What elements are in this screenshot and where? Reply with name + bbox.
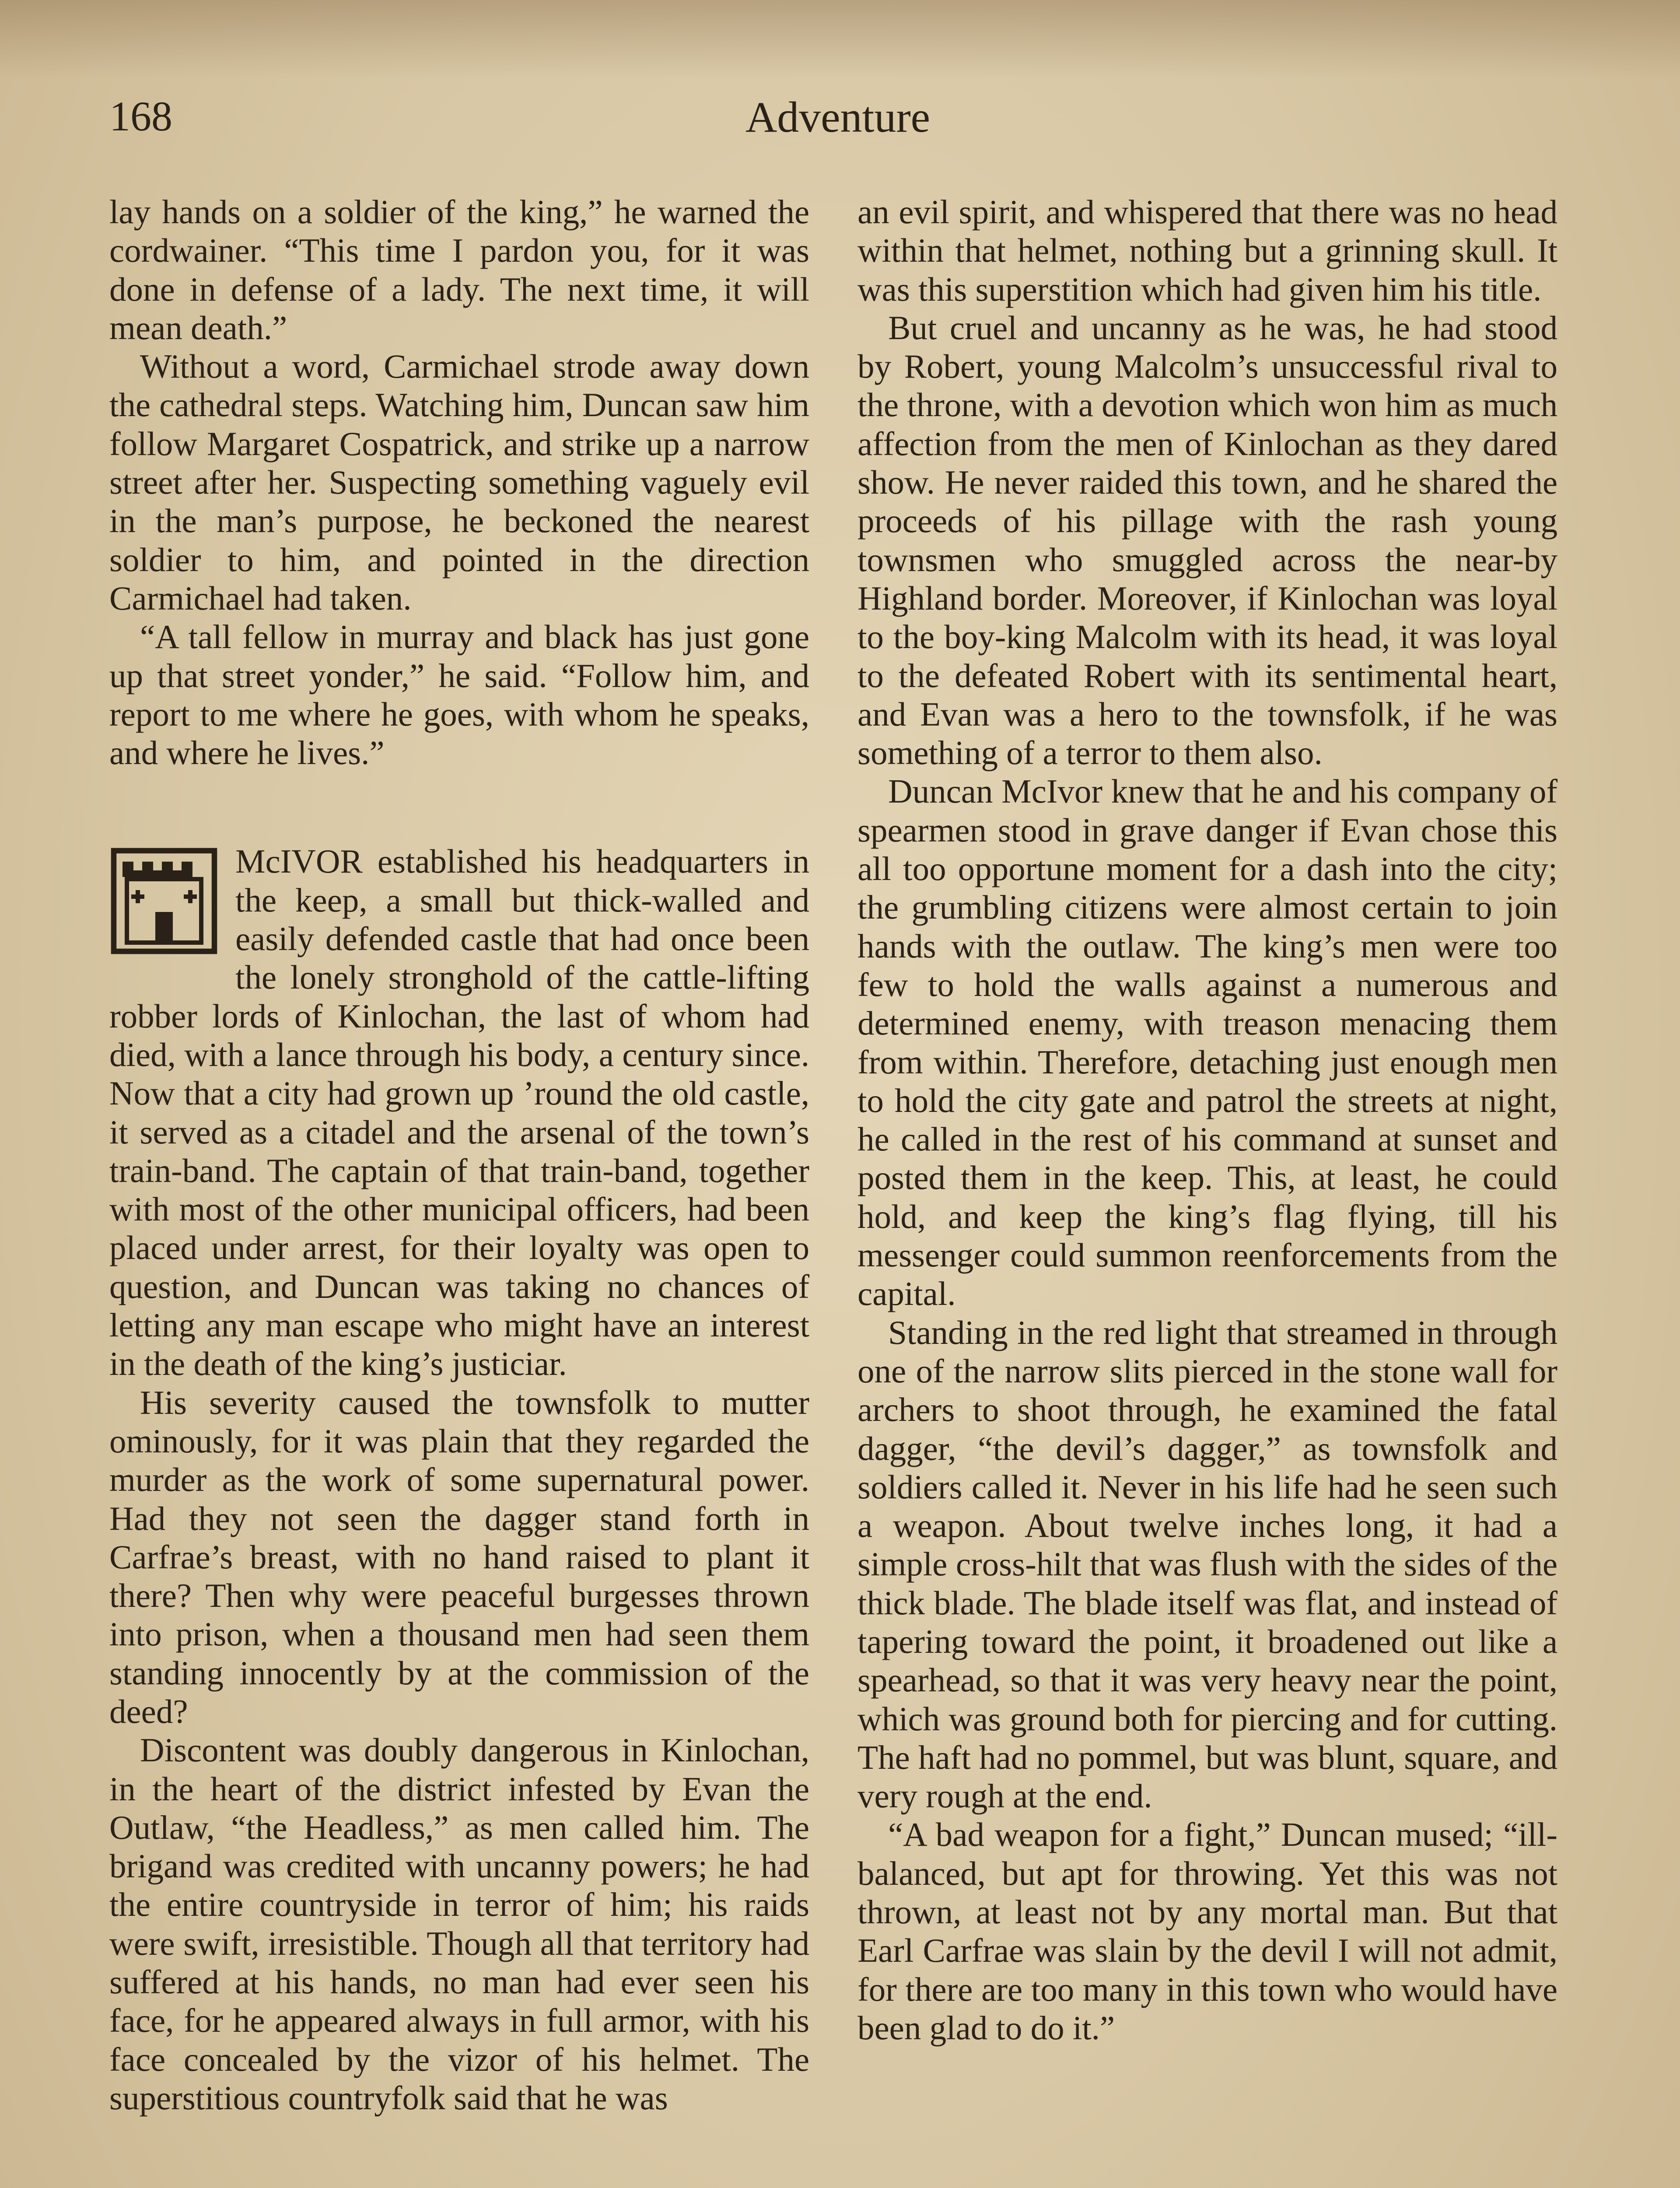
right-column [858, 193, 1558, 2047]
page-number: 168 [109, 93, 172, 140]
paragraph: His severity caused the townsfolk to mutter ominously, for it was plain that they regarded the murder as the work of some supernatural power. Had they not seen the dagger stand forth in Carfrae’s breast, with no hand raised to plant it there? Then why were peaceful burgesses thrown into prison, when a thousand men had seen them standing innocently by at the commission of the deed? [109, 1383, 809, 1730]
paragraph: Duncan McIvor knew that he and his company of spearmen stood in grave danger if Evan chose this all too opportune moment for a dash into the city; the grumbling citizens were almost certain to join hands with the outlaw. The king’s men were too few to hold the walls against a numerous and determined enemy, with treason menacing them from within. Therefore, detaching just enough men to hold the city gate and patrol the streets at night, he called in the rest of his command at sunset and posted them in the keep. This, at least, he could hold, and keep the king’s flag flying, till his messenger could summon reenforcements from the capital. [858, 772, 1558, 1313]
paragraph: Standing in the red light that streamed in through one of the narrow slits pierced in the stone wall for archers to shoot through, he examined the fatal dagger, “the devil’s dagger,” as townsfolk and soldiers called it. Never in his life had he seen such a weapon. About twelve inches long, it had a simple cross-hilt that was flush with the sides of the thick blade. The blade itself was flat, and instead of tapering toward the point, it broadened out like a spearhead, so that it was very heavy near the point, which was ground both for piercing and for cutting. The haft had no pommel, but was blunt, square, and very rough at the end. [858, 1313, 1558, 1815]
left-column [109, 193, 809, 2117]
paragraph: “A bad weapon for a fight,” Duncan mused; “ill-balanced, but apt for throwing. Yet this was not thrown, at least not by any mortal man. But that Earl Carfrae was slain by the devil I will not admit, for there are too many in this town who would have been glad to do it.” [858, 1816, 1558, 2047]
page-header [109, 92, 1566, 153]
paragraph: “A tall fellow in murray and black has just gone up that street yonder,” he said. “Follow him, and report to me where he goes, with whom he speaks, and where he lives.” [109, 618, 809, 772]
running-head: Adventure [745, 93, 931, 141]
page-edge-stain [0, 0, 1680, 79]
section-break [109, 772, 809, 842]
paragraph: Discontent was doubly dangerous in Kinlochan, in the heart of the district infested by Evan the Outlaw, “the Headless,” as men called him. The brigand was credited with uncanny powers; he had the entire countryside in terror of him; his raids were swift, irresistible. Though all that territory had suffered at his hands, no man had ever seen his face, for he appeared always in full armor, with his face concealed by the vizor of his helmet. The superstitious countryfolk said that he was [109, 1731, 809, 2117]
paragraph: lay hands on a soldier of the king,” he warned the cordwainer. “This time I pardon you, for it was done in defense of a lady. The next time, it will mean death.” [109, 193, 809, 347]
paragraph: McIVOR established his headquarters in the keep, a small but thick-walled and easily defended castle that had once been the lonely stronghold of the cattle-lifting robber lords of Kinlochan, the last of whom had died, with a lance through his body, a century since. Now that a city had grown up ’round the old castle, it served as a citadel and the arsenal of the town’s train-band. The captain of that train-band, together with most of the other municipal officers, had been placed under arrest, for their loyalty was open to question, and Duncan was taking no chances of letting any man escape who might have an interest in the death of the king’s justiciar. [109, 842, 809, 1383]
paragraph: Without a word, Carmichael strode away down the cathedral steps. Watching him, Duncan saw him follow Margaret Cospatrick, and strike up a narrow street after her. Suspecting something vaguely evil in the man’s purpose, he beckoned the nearest soldier to him, and pointed in the direction Carmichael had taken. [109, 347, 809, 617]
castle-tower-icon [109, 846, 228, 960]
paragraph: an evil spirit, and whispered that there was no head within that helmet, nothing but a grinning skull. It was this superstition which had given him his title. [858, 193, 1558, 308]
paragraph: But cruel and uncanny as he was, he had stood by Robert, young Malcolm’s unsuccessful rival to the throne, with a devotion which won him as much affection from the men of Kinlochan as they dared show. He never raided this town, and he shared the proceeds of his pillage with the rash young townsmen who smuggled across the near-by Highland border. Moreover, if Kinlochan was loyal to the boy-king Malcolm with its head, it was loyal to the defeated Robert with its sentimental heart, and Evan was a hero to the townsfolk, if he was something of a terror to them also. [858, 309, 1558, 772]
